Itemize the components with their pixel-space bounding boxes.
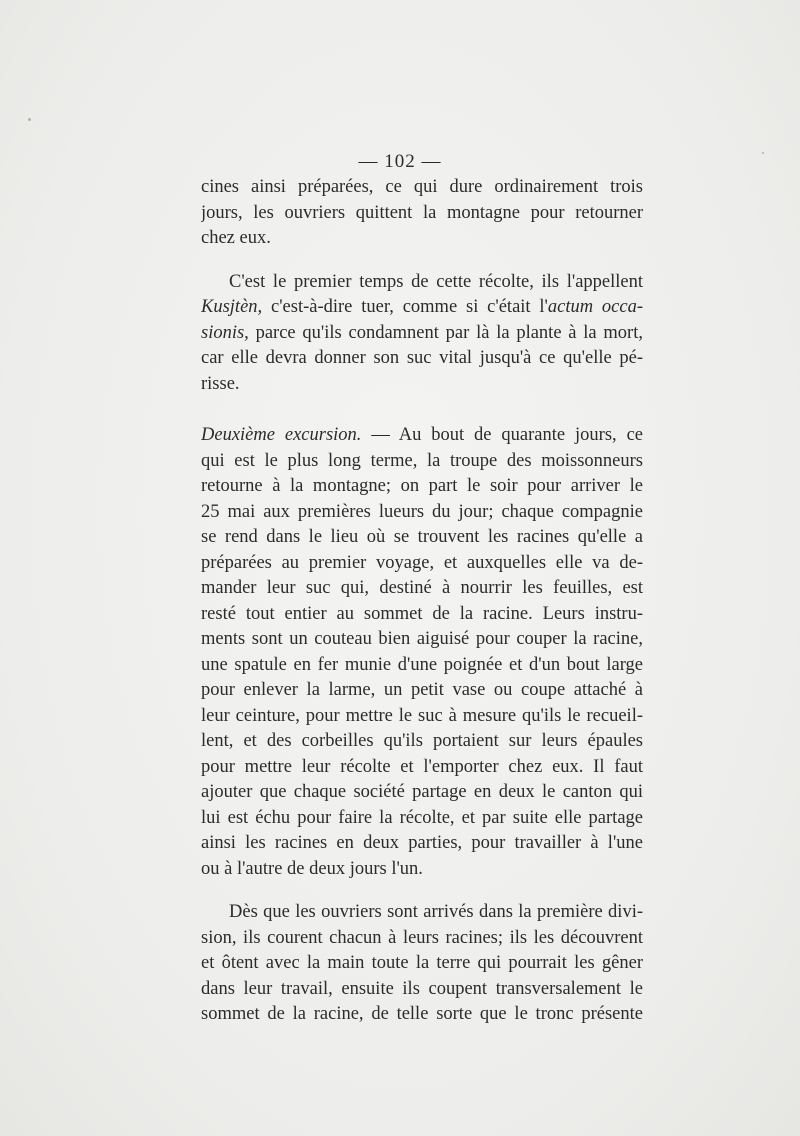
- text-fragment: — Au bout de quarante jours, ce: [361, 425, 643, 445]
- text-line: et ôtent avec la main toute la terre qui pourrait les gêner: [201, 953, 643, 973]
- paragraph-gap: [201, 397, 643, 423]
- text-line: leur ceinture, pour mettre le suc à mesure qu'ils le recueil-: [201, 705, 643, 726]
- text-line: C'est le premier temps de cette récolte, ils l'appellent: [229, 271, 643, 292]
- text-line: retourne à la montagne; on part le soir pour arriver le: [201, 476, 643, 496]
- page-number: — 102 —: [358, 151, 442, 172]
- text-line: pour mettre leur récolte et l'emporter chez eux. Il faut: [201, 756, 643, 777]
- text-line: se rend dans le lieu où se trouvent les racines qu'elle a: [201, 527, 643, 547]
- text-line: préparées au premier voyage, et auxquelles elle va de-: [201, 552, 643, 573]
- text-line: une spatule en fer munie d'une poignée et d'un bout large: [201, 654, 643, 675]
- paragraph-4: [201, 900, 643, 1028]
- text-line: car elle devra donner son suc vital jusqu'à ce qu'elle pé-: [201, 348, 643, 368]
- text-line: resté tout entier au sommet de la racine. Leurs instru-: [201, 603, 643, 624]
- paper-speck: [28, 118, 31, 121]
- text-line: Dès que les ouvriers sont arrivés dans la première divi-: [229, 902, 643, 922]
- text-line: ajouter que chaque société partage en deux le canton qui: [201, 782, 643, 802]
- text-line: ou à l'autre de deux jours l'un.: [201, 858, 423, 879]
- text-line: qui est le plus long terme, la troupe des moissonneurs: [201, 450, 643, 471]
- paragraph-3: [201, 423, 643, 882]
- text-line: [201, 295, 643, 321]
- paragraph-2: [201, 270, 643, 398]
- latin-phrase: actum occa-: [547, 297, 643, 317]
- latin-phrase-end: sionis,: [201, 322, 249, 343]
- text-line: cines ainsi préparées, ce qui dure ordinairement trois: [201, 177, 643, 197]
- paragraph-1: [201, 175, 643, 252]
- text-line: lent, et des corbeilles qu'ils portaient sur leurs épaules: [201, 731, 643, 751]
- text-line: chez eux.: [201, 228, 271, 248]
- text-fragment: parce qu'ils condamnent par là la plante à la mort,: [248, 322, 643, 343]
- section-heading: Deuxième excursion.: [201, 425, 362, 445]
- text-line: [201, 423, 643, 449]
- text-line: ments sont un couteau bien aiguisé pour couper la racine,: [201, 629, 643, 649]
- paragraph-gap: [201, 882, 643, 900]
- text-line: [201, 321, 643, 347]
- text-line: pour enlever la larme, un petit vase ou coupe attaché à: [201, 680, 643, 700]
- text-line: lui est échu pour faire la récolte, et par suite elle partage: [201, 807, 643, 828]
- text-line: jours, les ouvriers quittent la montagne pour retourner: [201, 202, 643, 223]
- text-line: ainsi les racines en deux parties, pour travailler à l'une: [201, 833, 643, 853]
- text-line: risse.: [201, 373, 240, 394]
- term-kusjten: Kusjtèn,: [201, 297, 263, 317]
- text-line: sommet de la racine, de telle sorte que le tronc présente: [201, 1004, 643, 1024]
- text-line: 25 mai aux premières lueurs du jour; chaque compagnie: [201, 501, 643, 522]
- text-fragment: c'est-à-dire tuer, comme si c'était l': [262, 297, 548, 317]
- text-line: dans leur travail, ensuite ils coupent transversalement le: [201, 978, 643, 999]
- paragraph-gap: [201, 252, 643, 270]
- page-body: [201, 175, 643, 1028]
- text-line: sion, ils courent chacun à leurs racines; ils les découvrent: [201, 927, 643, 948]
- text-line: mander leur suc qui, destiné à nourrir les feuilles, est: [201, 578, 643, 598]
